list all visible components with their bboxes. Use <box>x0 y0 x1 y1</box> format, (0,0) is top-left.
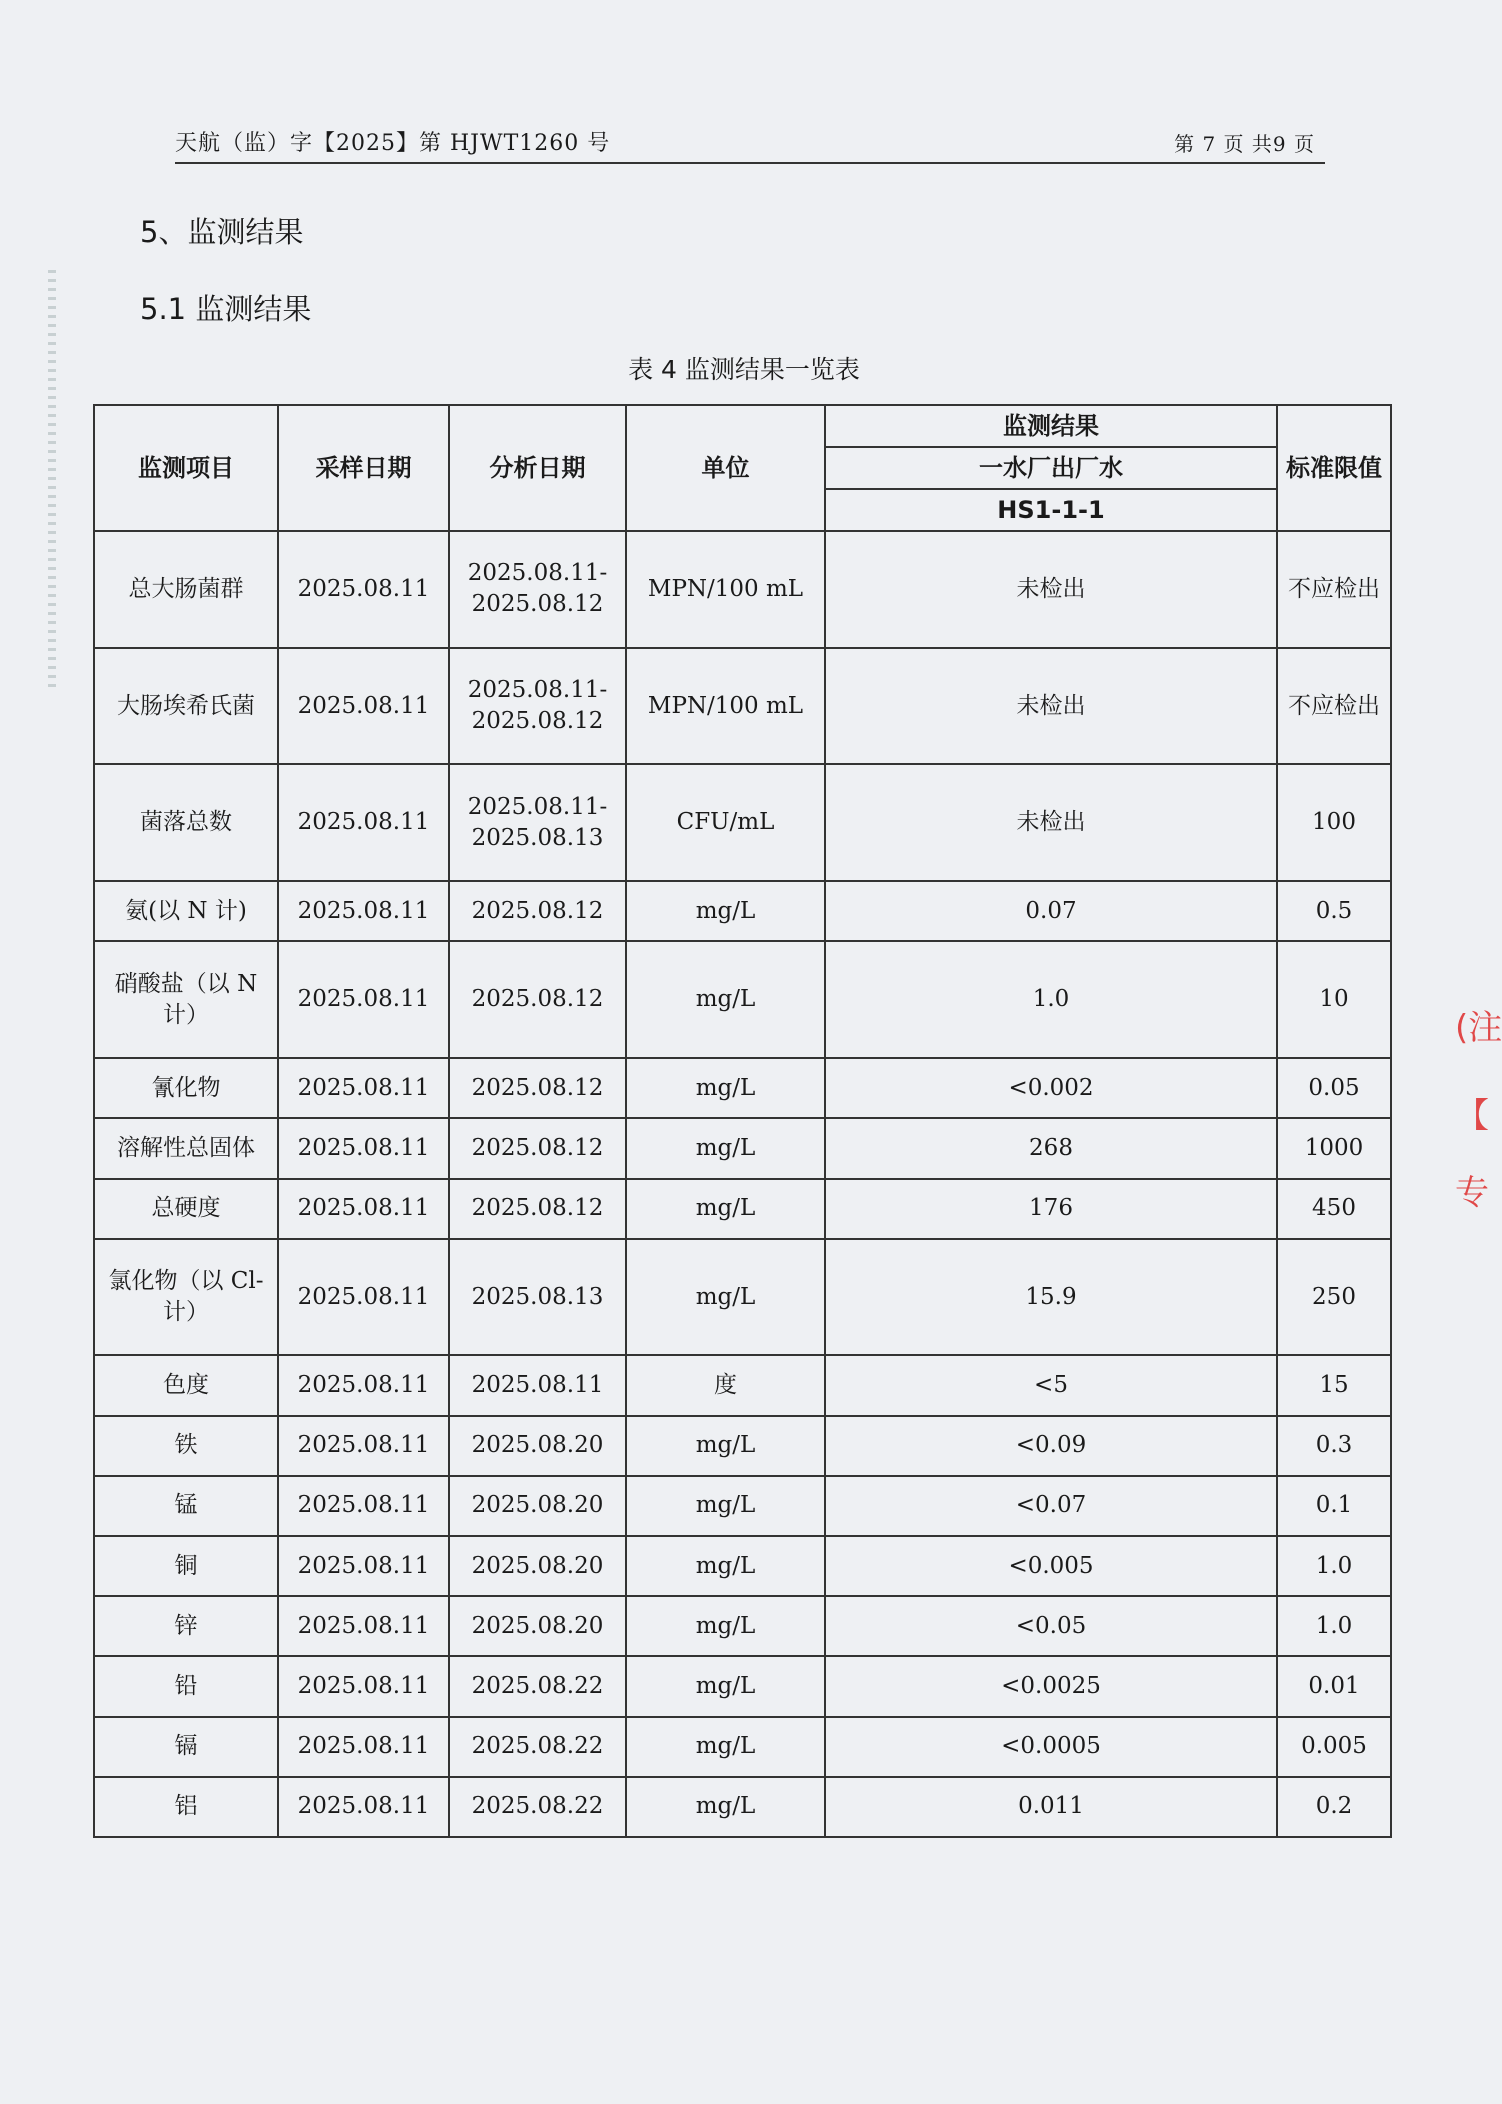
cell-limit: 100 <box>1277 764 1391 881</box>
table-caption: 表 4 监测结果一览表 <box>628 355 860 384</box>
header-result-group: 监测结果 <box>825 405 1277 447</box>
cell-unit: mg/L <box>626 1058 825 1118</box>
cell-item: 铅 <box>94 1656 278 1716</box>
cell-limit: 15 <box>1277 1355 1391 1415</box>
document-number: 天航（监）字【2025】第 HJWT1260 号 <box>175 131 611 156</box>
cell-sample-date: 2025.08.11 <box>278 1596 449 1656</box>
cell-limit: 不应检出 <box>1277 531 1391 648</box>
table-row <box>94 1536 1391 1596</box>
table-row <box>94 531 1391 648</box>
cell-unit: CFU/mL <box>626 764 825 881</box>
cell-sample-date: 2025.08.11 <box>278 941 449 1058</box>
cell-item: 铁 <box>94 1416 278 1476</box>
table-row <box>94 1717 1391 1777</box>
cell-analysis-date: 2025.08.11-2025.08.12 <box>449 648 626 765</box>
cell-item: 总硬度 <box>94 1179 278 1239</box>
cell-analysis-date: 2025.08.20 <box>449 1536 626 1596</box>
table-row <box>94 1239 1391 1356</box>
cell-unit: mg/L <box>626 1596 825 1656</box>
binding-margin-marks <box>48 270 56 690</box>
results-table <box>93 404 1392 1838</box>
table-row <box>94 648 1391 765</box>
cell-item: 菌落总数 <box>94 764 278 881</box>
cell-unit: mg/L <box>626 1536 825 1596</box>
table-row <box>94 1416 1391 1476</box>
cell-result: 1.0 <box>825 941 1277 1058</box>
cell-item: 氨(以 N 计) <box>94 881 278 941</box>
cell-limit: 0.01 <box>1277 1656 1391 1716</box>
header-item: 监测项目 <box>94 405 278 531</box>
cell-sample-date: 2025.08.11 <box>278 1656 449 1716</box>
cell-item: 溶解性总固体 <box>94 1118 278 1178</box>
header-analysis-date: 分析日期 <box>449 405 626 531</box>
cell-sample-date: 2025.08.11 <box>278 1416 449 1476</box>
page-header <box>175 126 1325 164</box>
cell-result: 0.07 <box>825 881 1277 941</box>
cell-sample-date: 2025.08.11 <box>278 1118 449 1178</box>
cell-analysis-date: 2025.08.20 <box>449 1596 626 1656</box>
cell-result: <5 <box>825 1355 1277 1415</box>
cell-analysis-date: 2025.08.12 <box>449 1058 626 1118</box>
cell-analysis-date: 2025.08.11-2025.08.13 <box>449 764 626 881</box>
header-sample-date: 采样日期 <box>278 405 449 531</box>
cell-analysis-date: 2025.08.11 <box>449 1355 626 1415</box>
cell-item: 大肠埃希氏菌 <box>94 648 278 765</box>
cell-unit: MPN/100 mL <box>626 531 825 648</box>
cell-limit: 1.0 <box>1277 1536 1391 1596</box>
cell-unit: mg/L <box>626 1717 825 1777</box>
cell-unit: mg/L <box>626 1656 825 1716</box>
table-row <box>94 1656 1391 1716</box>
cell-limit: 0.5 <box>1277 881 1391 941</box>
cell-sample-date: 2025.08.11 <box>278 1536 449 1596</box>
cell-result: 268 <box>825 1118 1277 1178</box>
cell-sample-date: 2025.08.11 <box>278 764 449 881</box>
cell-item: 锌 <box>94 1596 278 1656</box>
cell-analysis-date: 2025.08.11-2025.08.12 <box>449 531 626 648</box>
cell-result: 15.9 <box>825 1239 1277 1356</box>
cell-limit: 10 <box>1277 941 1391 1058</box>
cell-unit: mg/L <box>626 1179 825 1239</box>
stamp-char: 专 <box>1455 1173 1489 1214</box>
cell-sample-date: 2025.08.11 <box>278 531 449 648</box>
cell-sample-date: 2025.08.11 <box>278 1777 449 1837</box>
table-row <box>94 881 1391 941</box>
cell-analysis-date: 2025.08.20 <box>449 1416 626 1476</box>
cell-sample-date: 2025.08.11 <box>278 1239 449 1356</box>
cell-result: <0.07 <box>825 1476 1277 1536</box>
cell-unit: mg/L <box>626 1118 825 1178</box>
table-row <box>94 764 1391 881</box>
header-result-code: HS1-1-1 <box>825 489 1277 531</box>
table-row <box>94 1476 1391 1536</box>
cell-unit: mg/L <box>626 881 825 941</box>
cell-sample-date: 2025.08.11 <box>278 1717 449 1777</box>
cell-limit: 0.05 <box>1277 1058 1391 1118</box>
cell-sample-date: 2025.08.11 <box>278 1355 449 1415</box>
header-unit: 单位 <box>626 405 825 531</box>
cell-analysis-date: 2025.08.20 <box>449 1476 626 1536</box>
table-row <box>94 1118 1391 1178</box>
cell-result: 176 <box>825 1179 1277 1239</box>
page-number: 第 7 页 共9 页 <box>1174 132 1315 156</box>
results-body <box>94 531 1391 1837</box>
cell-item: 总大肠菌群 <box>94 531 278 648</box>
cell-limit: 不应检出 <box>1277 648 1391 765</box>
cell-result: <0.0025 <box>825 1656 1277 1716</box>
cell-analysis-date: 2025.08.22 <box>449 1777 626 1837</box>
cell-limit: 0.1 <box>1277 1476 1391 1536</box>
cell-item: 色度 <box>94 1355 278 1415</box>
cell-result: <0.005 <box>825 1536 1277 1596</box>
cell-unit: MPN/100 mL <box>626 648 825 765</box>
cell-result: <0.05 <box>825 1596 1277 1656</box>
cell-item: 镉 <box>94 1717 278 1777</box>
table-row <box>94 1355 1391 1415</box>
cell-analysis-date: 2025.08.12 <box>449 1118 626 1178</box>
cell-unit: mg/L <box>626 1476 825 1536</box>
cell-result: 未检出 <box>825 648 1277 765</box>
cell-analysis-date: 2025.08.12 <box>449 941 626 1058</box>
cell-sample-date: 2025.08.11 <box>278 1179 449 1239</box>
cell-limit: 250 <box>1277 1239 1391 1356</box>
cell-analysis-date: 2025.08.22 <box>449 1656 626 1716</box>
cell-sample-date: 2025.08.11 <box>278 881 449 941</box>
cell-result: <0.002 <box>825 1058 1277 1118</box>
cell-item: 氰化物 <box>94 1058 278 1118</box>
cell-result: 未检出 <box>825 764 1277 881</box>
cell-analysis-date: 2025.08.12 <box>449 1179 626 1239</box>
cell-limit: 1.0 <box>1277 1596 1391 1656</box>
cell-analysis-date: 2025.08.22 <box>449 1717 626 1777</box>
subsection-title: 5.1 监测结果 <box>140 292 312 326</box>
stamp-char: (注 <box>1455 1008 1502 1048</box>
cell-limit: 450 <box>1277 1179 1391 1239</box>
cell-result: 未检出 <box>825 531 1277 648</box>
cell-limit: 0.005 <box>1277 1717 1391 1777</box>
cell-unit: mg/L <box>626 1777 825 1837</box>
cell-unit: mg/L <box>626 1239 825 1356</box>
cell-sample-date: 2025.08.11 <box>278 648 449 765</box>
cell-unit: 度 <box>626 1355 825 1415</box>
cell-result: <0.0005 <box>825 1717 1277 1777</box>
cell-unit: mg/L <box>626 941 825 1058</box>
cell-analysis-date: 2025.08.12 <box>449 881 626 941</box>
cell-unit: mg/L <box>626 1416 825 1476</box>
cell-limit: 0.2 <box>1277 1777 1391 1837</box>
table-row <box>94 1058 1391 1118</box>
cell-sample-date: 2025.08.11 <box>278 1058 449 1118</box>
table-row <box>94 1777 1391 1837</box>
table-row <box>94 941 1391 1058</box>
header-result-location: 一水厂出厂水 <box>825 447 1277 489</box>
cell-analysis-date: 2025.08.13 <box>449 1239 626 1356</box>
stamp-char: 【 <box>1455 1095 1489 1136</box>
cell-item: 铝 <box>94 1777 278 1837</box>
cell-item: 铜 <box>94 1536 278 1596</box>
header-limit: 标准限值 <box>1277 405 1391 531</box>
cell-limit: 0.3 <box>1277 1416 1391 1476</box>
cell-result: 0.011 <box>825 1777 1277 1837</box>
section-title: 5、监测结果 <box>140 215 304 249</box>
cell-limit: 1000 <box>1277 1118 1391 1178</box>
table-row <box>94 1596 1391 1656</box>
table-row <box>94 1179 1391 1239</box>
cell-result: <0.09 <box>825 1416 1277 1476</box>
header-row <box>94 405 1391 447</box>
cell-item: 硝酸盐（以 N 计） <box>94 941 278 1058</box>
red-stamp-fragment <box>1455 1005 1502 1290</box>
cell-sample-date: 2025.08.11 <box>278 1476 449 1536</box>
cell-item: 氯化物（以 Cl-计） <box>94 1239 278 1356</box>
cell-item: 锰 <box>94 1476 278 1536</box>
